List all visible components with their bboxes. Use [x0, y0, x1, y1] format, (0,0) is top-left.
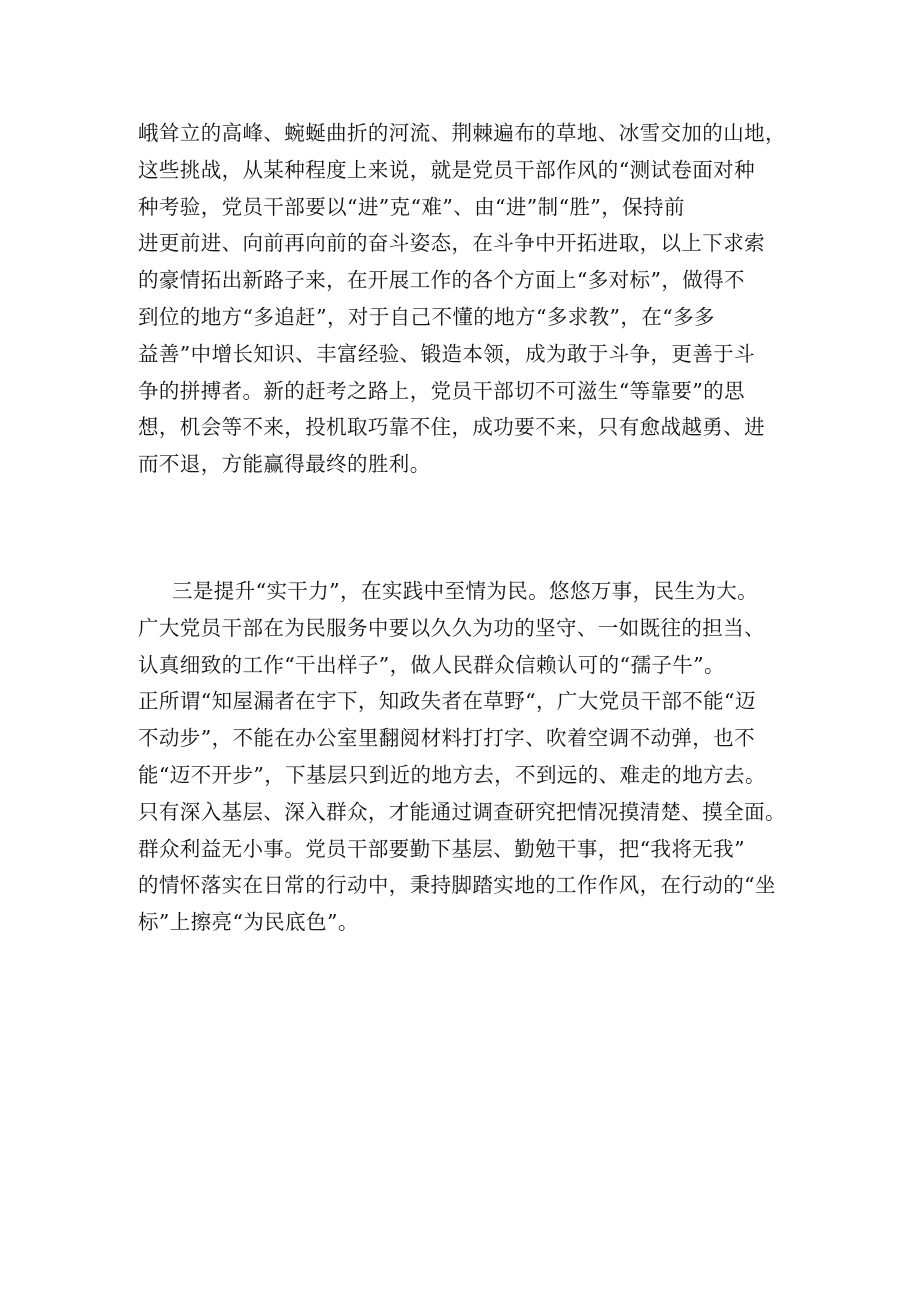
text-line: 益善”中增长知识、丰富经验、锻造本领，成为敢于斗争，更善于斗 — [138, 341, 755, 366]
text-line: 广大党员干部在为民服务中要以久久为功的坚守、一如既往的担当、 — [138, 615, 765, 640]
text-line: 进更前进、向前再向前的奋斗姿态，在斗争中开拓进取，以上下求索 — [138, 231, 765, 256]
text-line: 想，机会等不来，投机取巧靠不住，成功要不来，只有愈战越勇、进 — [138, 415, 765, 440]
text-line: 认真细致的工作“干出样子”，做人民群众信赖认可的“孺子牛”。 — [138, 652, 725, 677]
text-line: 种考验，党员干部要以“进”克“难”、由“进”制“胜”，保持前 — [138, 194, 685, 219]
text-line: 的情怀落实在日常的行动中，秉持脚踏实地的工作作风，在行动的“坐 — [138, 873, 776, 898]
text-line: 群众利益无小事。党员干部要勤下基层、勤勉干事，把“我将无我” — [138, 836, 745, 861]
text-line: 的豪情拓出新路子来，在开展工作的各个方面上“多对标”，做得不 — [138, 268, 745, 293]
text-line: 到位的地方“多追赶”，对于自己不懂的地方“多求教”，在“多多 — [138, 304, 715, 329]
text-line: 不动步”，不能在办公室里翻阅材料打打字、吹着空调不动弹，也不 — [138, 726, 755, 751]
text-line: 正所谓“知屋漏者在宇下，知政失者在草野“，广大党员干部不能“迈 — [138, 689, 756, 714]
paragraph-2 — [138, 573, 808, 941]
text-line: 而不退，方能赢得最终的胜利。 — [138, 452, 431, 477]
text-line: 标”上擦亮“为民底色”。 — [138, 910, 359, 935]
text-line: 只有深入基层、深入群众，才能通过调查研究把情况摸清楚、摸全面。 — [138, 799, 786, 824]
text-line: 争的拼搏者。新的赶考之路上，党员干部切不可滋生“等靠要”的思 — [138, 378, 745, 403]
text-line: 峨耸立的高峰、蜿蜒曲折的河流、荆棘遍布的草地、冰雪交加的山地， — [138, 121, 786, 145]
paragraph-1 — [138, 115, 808, 483]
text-line: 这些挑战，从某种程度上来说，就是党员干部作风的“测试卷面对种 — [138, 157, 755, 182]
text-line-indented: 三是提升“实干力”，在实践中至情为民。悠悠万事，民生为大。 — [172, 579, 759, 603]
text-line: 能“迈不开步”，下基层只到近的地方去，不到远的、难走的地方去。 — [138, 762, 766, 787]
